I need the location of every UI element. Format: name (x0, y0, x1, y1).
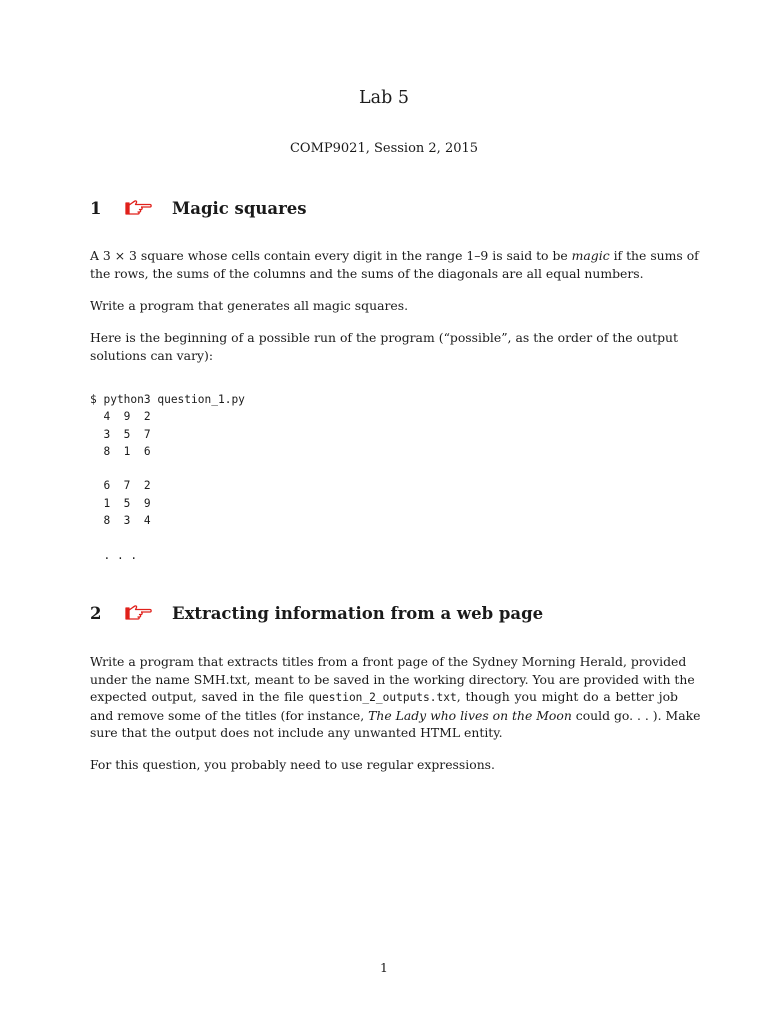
code-line: . . . (90, 548, 138, 562)
text-line: under the name SMH.txt, meant to be saved in the working directory. You are provided with the (90, 671, 695, 687)
code-block (90, 391, 245, 564)
document-page (90, 0, 701, 1024)
text-span: and remove some of the titles (for instance, (90, 707, 369, 723)
page-number: 1 (380, 960, 388, 975)
section-2-paragraph-2 (90, 756, 678, 774)
text-span: , though you might do a better job (456, 689, 678, 704)
section-1-title: Magic squares (172, 198, 307, 218)
section-1-paragraph-2 (90, 297, 678, 315)
document-title: Lab 5 (359, 88, 409, 108)
text-line: solutions can vary): (90, 347, 214, 363)
pointing-hand-icon (124, 603, 172, 623)
code-line: 4 9 2 (90, 410, 151, 424)
text-line: Here is the beginning of a possible run of the program (“possible”, as the order of the output (90, 330, 678, 345)
code-line: 1 5 9 (90, 496, 151, 510)
section-1-paragraph-1 (90, 247, 699, 282)
section-1-number: 1 (90, 198, 102, 218)
text-span: expected output, saved in the file (90, 689, 309, 704)
text-span: if the sums of (609, 248, 699, 263)
text-line: the rows, the sums of the columns and the sums of the diagonals are all equal numbers. (90, 265, 644, 281)
code-line: 8 3 4 (90, 514, 151, 528)
text-span: could go. . . ). Make (571, 707, 701, 723)
section-1-paragraph-3 (90, 329, 678, 364)
section-2-title: Extracting information from a web page (172, 603, 544, 623)
section-2-number: 2 (90, 603, 102, 623)
code-line: 8 1 6 (90, 444, 151, 458)
emphasis-text: The Lady who lives on the Moon (368, 707, 572, 723)
text-line: Write a program that extracts titles from a front page of the Sydney Morning Herald, provided (90, 654, 687, 669)
filename-code: question_2_outputs.txt (308, 691, 457, 704)
code-line: 6 7 2 (90, 479, 151, 493)
pointing-hand-icon (124, 198, 172, 218)
document-subtitle: COMP9021, Session 2, 2015 (289, 141, 479, 156)
text-line: sure that the output does not include any unwanted HTML entity. (90, 725, 503, 740)
section-1-heading (90, 195, 678, 221)
emphasis-text: magic (571, 248, 610, 263)
text-line: For this question, you probably need to use regular expressions. (90, 757, 495, 772)
code-line: 3 5 7 (90, 427, 151, 441)
section-2-heading (90, 600, 678, 626)
text-span: A 3 × 3 square whose cells contain every digit in the range 1–9 is said to be (90, 248, 572, 263)
section-2-paragraph-1 (90, 653, 701, 742)
code-line: $ python3 question_1.py (90, 393, 245, 406)
text-line: Write a program that generates all magic squares. (90, 298, 409, 313)
